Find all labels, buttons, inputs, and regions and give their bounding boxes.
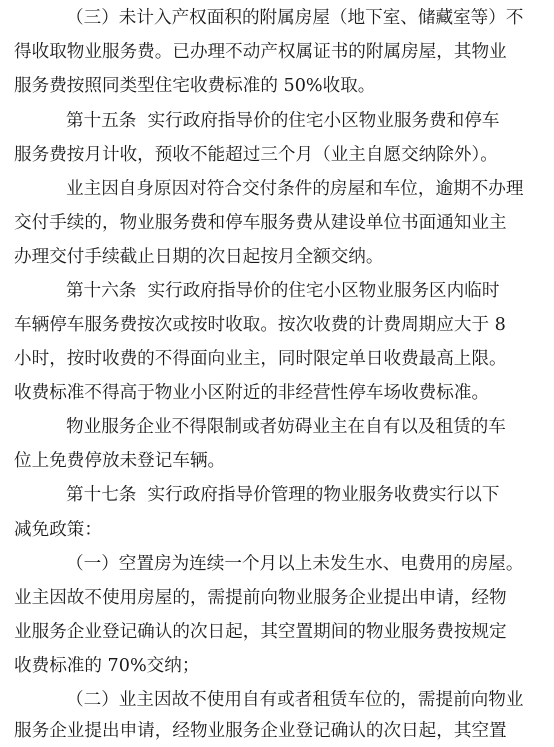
text-line: 车辆停车服务费按次或按时收取。按次收费的计费周期应大于 8	[14, 315, 506, 335]
text-line: 收费标准不得高于物业小区附近的非经营性停车场收费标准。	[14, 383, 490, 403]
text-line: 得收取物业服务费。已办理不动产权属证书的附属房屋，其物业	[14, 42, 507, 62]
text-line: 减免政策：	[14, 520, 102, 540]
text-line: 交付手续的，物业服务费和停车服务费从建设单位书面通知业主	[14, 213, 507, 233]
text-line: （三）未计入产权面积的附属房屋（地下室、储藏室等）不	[66, 8, 524, 28]
text-line: （一）空置房为连续一个月以上未发生水、电费用的房屋。	[66, 554, 524, 574]
text-line: 服务费按照同类型住宅收费标准的 50%收取。	[14, 76, 376, 96]
text-line: 位上免费停放未登记车辆。	[14, 451, 226, 471]
text-line: 业主因自身原因对符合交付条件的房屋和车位，逾期不办理	[66, 179, 524, 199]
text-line: （二）业主因故不使用自有或者租赁车位的，需提前向物业	[66, 690, 524, 710]
text-line: 服务费按月计收，预收不能超过三个月（业主自愿交纳除外）。	[14, 145, 498, 165]
text-line: 物业服务企业不得限制或者妨碍业主在自有以及租赁的车	[66, 417, 506, 437]
text-line: 第十六条 实行政府指导价的住宅小区物业服务区内临时	[66, 281, 500, 301]
text-line: 服务企业提出申请，经物业服务企业登记确认的次日起，其空置	[14, 721, 507, 741]
text-line: 小时，按时收费的不得面向业主，同时限定单日收费最高上限。	[14, 349, 507, 369]
text-line: 第十五条 实行政府指导价的住宅小区物业服务费和停车	[66, 111, 500, 131]
text-line: 收费标准的 70%交纳；	[14, 656, 200, 676]
text-line: 办理交付手续截止日期的次日起按月全额交纳。	[14, 247, 384, 267]
text-line: 业主因故不使用房屋的，需提前向物业服务企业提出申请，经物	[14, 588, 507, 608]
text-line: 第十七条 实行政府指导价管理的物业服务收费实行以下	[66, 485, 500, 505]
text-line: 业服务企业登记确认的次日起，其空置期间的物业服务费按规定	[14, 622, 507, 642]
